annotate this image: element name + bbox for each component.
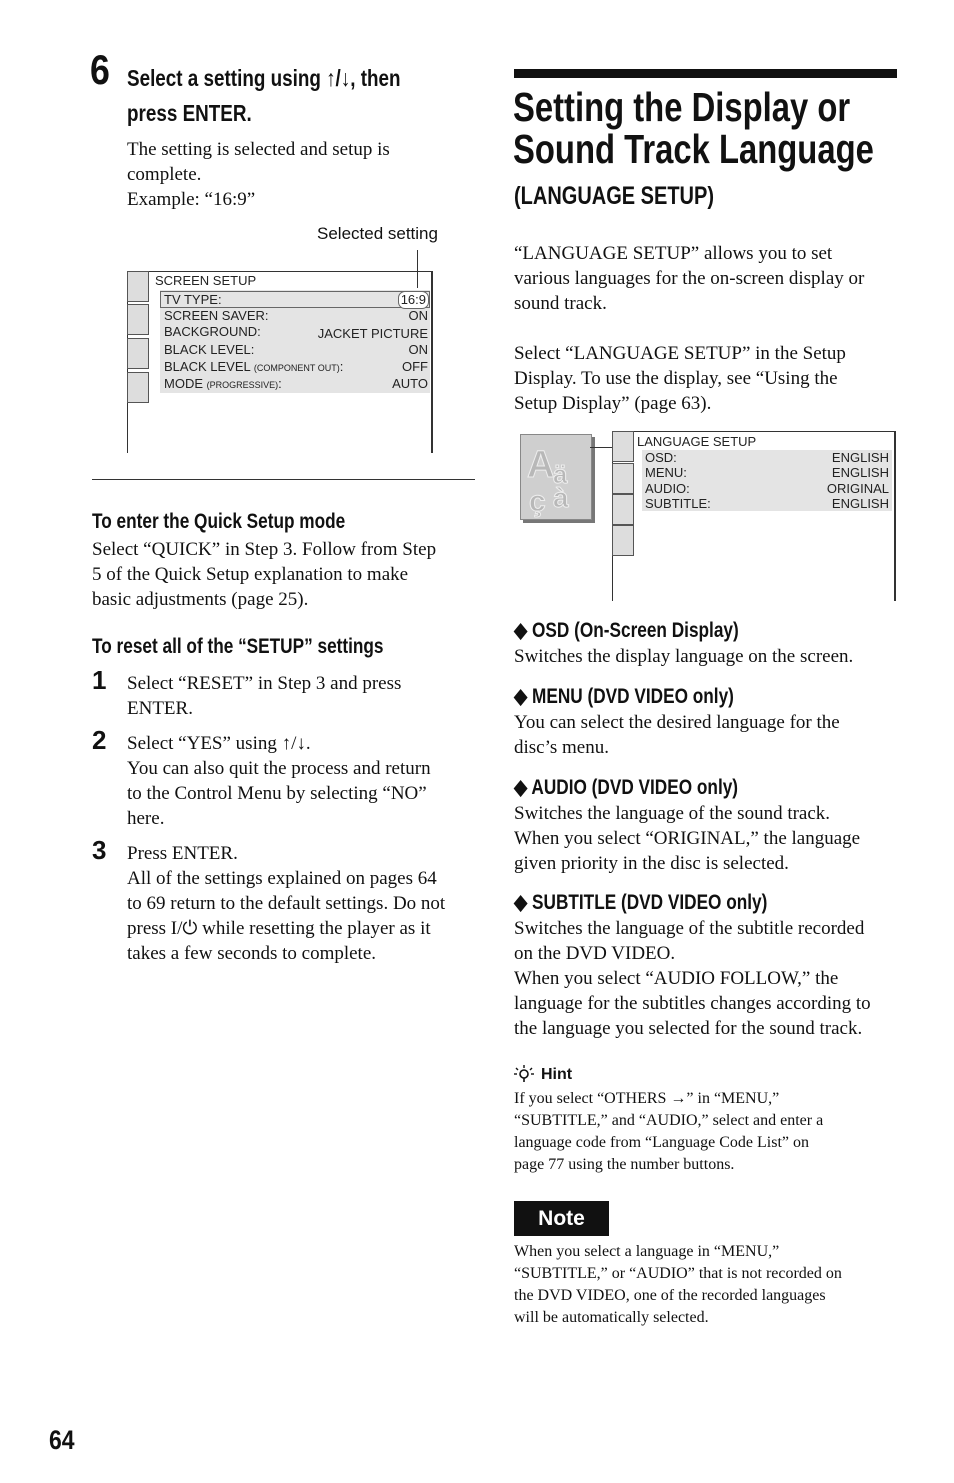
step6-heading-line1: Select a setting using ↑/↓, then — [127, 65, 401, 91]
settings-panel — [160, 290, 430, 393]
step-number-6: 6 — [90, 46, 110, 93]
item-heading-subtitle: ◆ SUBTITLE (DVD VIDEO only) — [514, 891, 768, 914]
item-audio-line2: When you select “ORIGINAL,” the language — [514, 828, 861, 849]
quick-setup-line1: Select “QUICK” in Step 3. Follow from Step — [92, 539, 437, 560]
side-tab-4 — [612, 525, 634, 556]
item-subtitle-line3: When you select “AUDIO FOLLOW,” the — [514, 968, 839, 989]
section-divider — [92, 479, 475, 480]
item-heading-osd: ◆ OSD (On-Screen Display) — [514, 619, 739, 642]
item-heading-menu: ◆ MENU (DVD VIDEO only) — [514, 685, 734, 708]
title-rule — [514, 69, 897, 78]
setting-value-selected: 16:9 — [398, 291, 429, 309]
reset-step3-line4: press I/⏻ while resetting the player as it — [127, 918, 431, 939]
reset-step1-line2: ENTER. — [127, 698, 193, 719]
setting-label-colon: : — [339, 359, 344, 374]
screen-setup-display — [127, 271, 433, 453]
note-label: Note — [538, 1207, 585, 1230]
side-tab-1 — [127, 271, 149, 302]
language-setup-display — [612, 431, 896, 601]
item-subtitle-line1: Switches the language of the subtitle recorded — [514, 918, 865, 939]
item-menu-line1: You can select the desired language for the — [514, 712, 840, 733]
language-value: ENGLISH — [831, 496, 889, 511]
item-heading-audio: ◆ AUDIO (DVD VIDEO only) — [514, 776, 739, 799]
note-line1: When you select a language in “MENU,” — [514, 1243, 780, 1260]
setting-label-qualifier: (COMPONENT OUT) — [253, 363, 340, 373]
reset-heading: To reset all of the “SETUP” settings — [92, 635, 384, 658]
screen-setup-title: SCREEN SETUP — [155, 273, 257, 288]
reset-step2-line3: to the Control Menu by selecting “NO” — [127, 783, 427, 804]
svg-text:ç: ç — [529, 485, 546, 518]
item-subtitle-line5: the language you selected for the sound track. — [514, 1018, 863, 1039]
hint-line2: “SUBTITLE,” and “AUDIO,” select and enter a — [514, 1112, 824, 1129]
reset-step2-line1: Select “YES” using ↑/↓. — [127, 733, 311, 754]
screen-top-border — [612, 431, 896, 432]
reset-step3-line5: takes a few seconds to complete. — [127, 943, 377, 964]
setting-row-black-level-component[interactable] — [160, 359, 430, 376]
item-audio-line3: given priority in the disc is selected. — [514, 853, 789, 874]
select-line2: Display. To use the display, see “Using the — [514, 368, 838, 389]
hint-line1: If you select “OTHERS →” in “MENU,” — [514, 1090, 780, 1107]
intro-line1: “LANGUAGE SETUP” allows you to set — [514, 243, 833, 264]
setting-label: BLACK LEVEL — [164, 359, 254, 374]
language-value: ORIGINAL — [826, 481, 889, 496]
setting-label: MODE — [164, 376, 207, 391]
language-panel — [642, 450, 892, 511]
setting-row-background[interactable] — [160, 324, 430, 341]
reset-step2-line2: You can also quit the process and return — [127, 758, 431, 779]
setting-row-mode-progressive[interactable] — [160, 376, 430, 393]
quick-setup-line3: basic adjustments (page 25). — [92, 589, 309, 610]
section-title-line1: Setting the Display or — [513, 84, 851, 130]
page-number: 64 — [49, 1425, 75, 1455]
section-title-line2: Sound Track Language — [513, 126, 874, 172]
item-subtitle-line2: on the DVD VIDEO. — [514, 943, 676, 964]
hint-label: Hint — [541, 1066, 573, 1083]
select-line3: Setup Display” (page 63). — [514, 393, 712, 414]
step6-body-line1: The setting is selected and setup is — [127, 139, 390, 160]
setting-label: BACKGROUND: — [164, 324, 261, 339]
item-audio-line1: Switches the language of the sound track. — [514, 803, 831, 824]
setting-row-black-level[interactable] — [160, 342, 430, 359]
reset-step-number-3: 3 — [92, 835, 107, 865]
hint-line3: language code from “Language Code List” on — [514, 1134, 809, 1151]
reset-step3-line3: to 69 return to the default settings. Do not — [127, 893, 446, 914]
quick-setup-line2: 5 of the Quick Setup explanation to make — [92, 564, 409, 585]
svg-text:ä: ä — [553, 459, 568, 489]
setting-value: ON — [408, 308, 428, 323]
setting-label-group — [164, 359, 343, 376]
svg-text:à: à — [553, 482, 569, 513]
callout-selected-setting: Selected setting — [317, 224, 438, 243]
language-row-audio[interactable] — [642, 481, 892, 497]
note-badge — [514, 1201, 609, 1236]
note-line2: “SUBTITLE,” or “AUDIO” that is not recorded on — [514, 1265, 842, 1282]
language-icon — [520, 434, 592, 520]
setting-label-colon: : — [278, 376, 282, 391]
language-row-subtitle[interactable] — [642, 496, 892, 512]
language-label: SUBTITLE: — [645, 496, 711, 511]
setting-value: JACKET PICTURE — [317, 326, 428, 341]
side-tab-1 — [612, 431, 634, 462]
reset-step-number-2: 2 — [92, 725, 107, 755]
setting-row-screen-saver[interactable] — [160, 308, 430, 325]
setting-value: OFF — [402, 359, 428, 374]
step6-body-line3: Example: “16:9” — [127, 189, 256, 210]
side-tab-2 — [612, 463, 634, 494]
item-menu-line2: disc’s menu. — [514, 737, 609, 758]
hint-line4: page 77 using the number buttons. — [514, 1156, 735, 1173]
select-line1: Select “LANGUAGE SETUP” in the Setup — [514, 343, 846, 364]
screen-top-border — [127, 271, 433, 272]
side-tab-2 — [127, 304, 149, 335]
side-tab-4 — [127, 372, 149, 403]
lightbulb-icon — [513, 1064, 535, 1086]
note-line4: will be automatically selected. — [514, 1309, 709, 1326]
note-line3: the DVD VIDEO, one of the recorded languages — [514, 1287, 826, 1304]
intro-line2: various languages for the on-screen display or — [514, 268, 865, 289]
step6-heading-line2: press ENTER. — [127, 100, 252, 126]
language-label: OSD: — [645, 450, 677, 465]
reset-step2-line4: here. — [127, 808, 165, 829]
section-subtitle: (LANGUAGE SETUP) — [514, 182, 714, 210]
svg-text:A: A — [527, 444, 555, 486]
language-setup-title: LANGUAGE SETUP — [637, 434, 757, 449]
setting-label-group — [164, 376, 282, 393]
reset-step3-line2: All of the settings explained on pages 64 — [127, 868, 437, 889]
language-label: MENU: — [645, 465, 687, 480]
language-value: ENGLISH — [831, 450, 889, 465]
item-subtitle-line4: language for the subtitles changes according to — [514, 993, 871, 1014]
setting-row-tv-type[interactable] — [160, 291, 430, 308]
language-label: AUDIO: — [645, 481, 690, 496]
setting-label: SCREEN SAVER: — [164, 308, 269, 323]
item-osd-line1: Switches the display language on the screen. — [514, 646, 854, 667]
quick-setup-heading: To enter the Quick Setup mode — [92, 510, 346, 533]
screen-right-border — [431, 271, 433, 453]
setting-value: AUTO — [392, 376, 428, 391]
language-row-osd[interactable] — [642, 450, 892, 466]
setting-label: TV TYPE: — [164, 292, 222, 307]
side-tab-3 — [612, 494, 634, 525]
step6-body-line2: complete. — [127, 164, 202, 185]
reset-step-number-1: 1 — [92, 665, 107, 695]
side-tab-3 — [127, 338, 149, 369]
setting-label-qualifier: (PROGRESSIVE) — [206, 380, 279, 390]
language-value: ENGLISH — [831, 465, 889, 480]
language-icon-glyphs — [521, 435, 591, 519]
intro-line3: sound track. — [514, 293, 607, 314]
reset-step1-line1: Select “RESET” in Step 3 and press — [127, 673, 402, 694]
screen-right-border — [894, 431, 896, 601]
setting-label: BLACK LEVEL: — [164, 342, 255, 357]
setting-value: ON — [408, 342, 428, 357]
reset-step3-line1: Press ENTER. — [127, 843, 238, 864]
language-row-menu[interactable] — [642, 465, 892, 481]
